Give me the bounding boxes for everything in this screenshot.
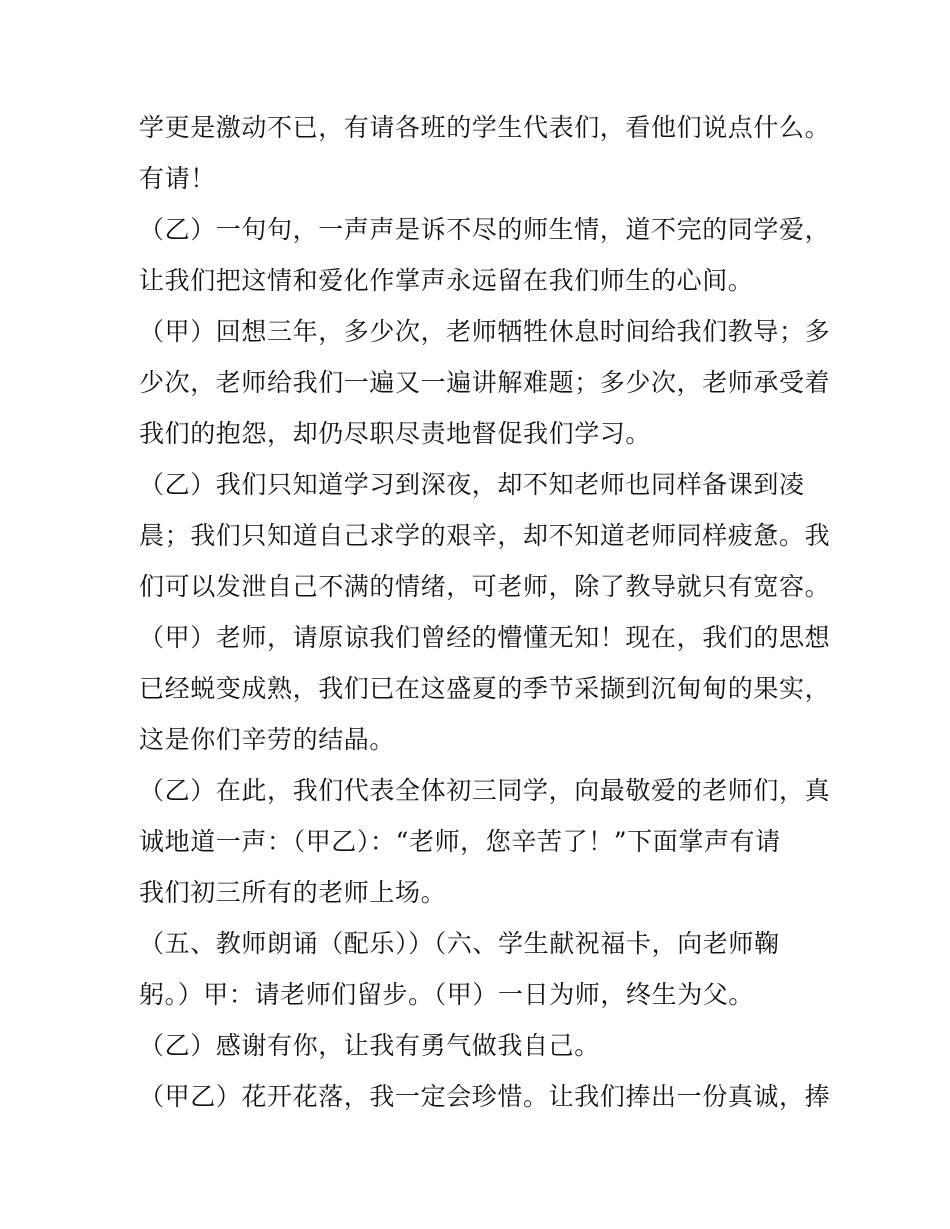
text-line: 躬。）甲：请老师们留步。（甲）一日为师，终生为父。 bbox=[139, 980, 755, 1009]
text-line: （甲）回想三年，多少次，老师牺牲休息时间给我们教导；多 bbox=[139, 317, 831, 346]
text-line: 诚地道一声：（甲乙）：“老师，您辛苦了！”下面掌声有请 bbox=[139, 827, 781, 856]
text-line: 已经蜕变成熟，我们已在这盛夏的季节采撷到沉甸甸的果实， bbox=[139, 674, 831, 703]
text-line: （甲）老师，请原谅我们曾经的懵懂无知！现在，我们的思想 bbox=[139, 623, 831, 652]
text-line: 这是你们辛劳的结晶。 bbox=[139, 725, 396, 754]
text-line: （乙）一句句，一声声是诉不尽的师生情，道不完的同学爱， bbox=[139, 215, 831, 244]
text-line: 有请！ bbox=[139, 164, 216, 193]
text-line: （乙）我们只知道学习到深夜，却不知老师也同样备课到凌 bbox=[139, 470, 805, 499]
text-line: （五、教师朗诵（配乐））（六、学生献祝福卡，向老师鞠 bbox=[139, 929, 780, 958]
text-line: （乙）感谢有你，让我有勇气做我自己。 bbox=[139, 1031, 600, 1060]
text-line: 少次，老师给我们一遍又一遍讲解难题；多少次，老师承受着 bbox=[139, 368, 831, 397]
text-line: 我们的抱怨，却仍尽职尽责地督促我们学习。 bbox=[139, 419, 652, 448]
text-line: （乙）在此，我们代表全体初三同学，向最敬爱的老师们，真 bbox=[139, 776, 831, 805]
text-line: 们可以发泄自己不满的情绪，可老师，除了教导就只有宽容。 bbox=[139, 572, 831, 601]
text-line: （甲乙）花开花落，我一定会珍惜。让我们捧出一份真诚，捧 bbox=[139, 1082, 831, 1111]
text-line: 晨；我们只知道自己求学的艰辛，却不知道老师同样疲惫。我 bbox=[139, 521, 831, 550]
text-line: 让我们把这情和爱化作掌声永远留在我们师生的心间。 bbox=[139, 266, 754, 295]
text-line: 学更是激动不已，有请各班的学生代表们，看他们说点什么。 bbox=[139, 113, 831, 142]
text-line: 我们初三所有的老师上场。 bbox=[139, 878, 447, 907]
